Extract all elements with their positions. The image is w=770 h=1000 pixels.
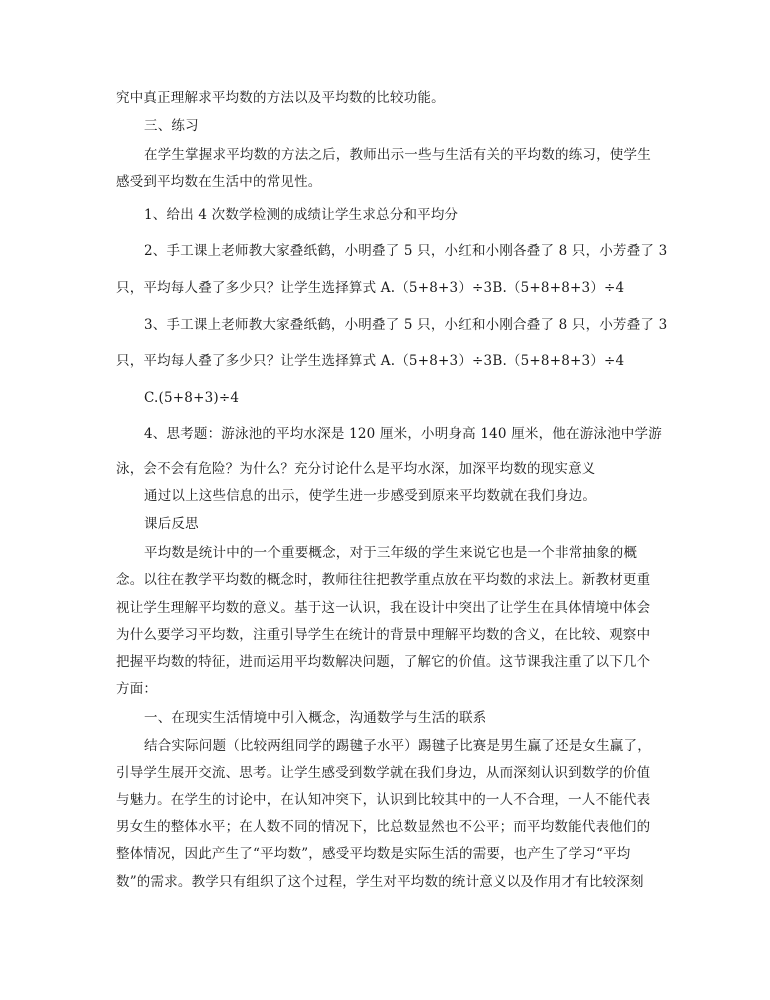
exercise-line: 1、给出 4 次数学检测的成绩让学生求总分和平均分 [144, 207, 459, 223]
paragraph-line: 把握平均数的特征，进而运用平均数解决问题，了解它的价值。这节课我注重了以下几个 [116, 654, 651, 670]
paragraph-line: 引导学生展开交流、思考。让学生感受到数学就在我们身边，从而深刻认识到数学的价值 [116, 765, 651, 781]
exercise-option: C.(5+8+3)÷4 [144, 390, 240, 406]
section-heading: 三、练习 [144, 118, 199, 134]
paragraph-line: 通过以上这些信息的出示，使学生进一步感受到原来平均数就在我们身边。 [144, 488, 597, 504]
exercise-line: 泳，会不会有危险？为什么？充分讨论什么是平均水深，加深平均数的现实意义 [116, 461, 596, 477]
paragraph-line: 平均数是统计中的一个重要概念，对于三年级的学生来说它也是一个非常抽象的概 [144, 545, 638, 561]
paragraph-line: 视让学生理解平均数的意义。基于这一认识，我在设计中突出了让学生在具体情境中体会 [116, 600, 651, 616]
paragraph-line: 男女生的整体水平；在人数不同的情况下，比总数显然也不公平；而平均数能代表他们的 [116, 819, 651, 835]
subsection-heading: 一、在现实生活情境中引入概念，沟通数学与生活的联系 [144, 710, 487, 726]
exercise-line: 3、手工课上老师教大家叠纸鹤，小明叠了 5 只，小红和小刚合叠了 8 只，小芳叠了 3 [144, 317, 668, 333]
paragraph-line: 数”的需求。教学只有组织了这个过程，学生对平均数的统计意义以及作用才有比较深刻 [116, 874, 644, 890]
paragraph-line: 方面： [116, 681, 158, 697]
paragraph-line: 整体情况，因此产生了“平均数”，感受平均数是实际生活的需要，也产生了学习“平均 [116, 846, 631, 862]
exercise-line: 2、手工课上老师教大家叠纸鹤，小明叠了 5 只，小红和小刚各叠了 8 只，小芳叠了 3 [144, 243, 668, 259]
section-heading: 课后反思 [144, 516, 199, 532]
paragraph-line: 与魅力。在学生的讨论中，在认知冲突下，认识到比较其中的一人不合理，一人不能代表 [116, 792, 651, 808]
paragraph-line: 结合实际问题（比较两组同学的踢毽子水平）踢毽子比赛是男生赢了还是女生赢了， [144, 738, 651, 754]
paragraph-line: 为什么要学习平均数，注重引导学生在统计的背景中理解平均数的含义，在比较、观察中 [116, 627, 651, 643]
exercise-line: 4、思考题：游泳池的平均水深是 120 厘米，小明身高 140 厘米，他在游泳池中学游 [144, 426, 662, 442]
paragraph-line: 究中真正理解求平均数的方法以及平均数的比较功能。 [116, 90, 445, 106]
exercise-line: 只，平均每人叠了多少只？让学生选择算式 A.（5+8+3）÷3B.（5+8+8+3）÷4 [116, 280, 625, 296]
paragraph-line: 念。以往在教学平均数的概念时，教师往往把教学重点放在平均数的求法上。新教材更重 [116, 572, 651, 588]
paragraph-line: 感受到平均数在生活中的常见性。 [116, 174, 322, 190]
exercise-line: 只，平均每人叠了多少只？让学生选择算式 A.（5+8+3）÷3B.（5+8+8+3）÷4 [116, 353, 625, 369]
paragraph-line: 在学生掌握求平均数的方法之后，教师出示一些与生活有关的平均数的练习，使学生 [144, 147, 651, 163]
